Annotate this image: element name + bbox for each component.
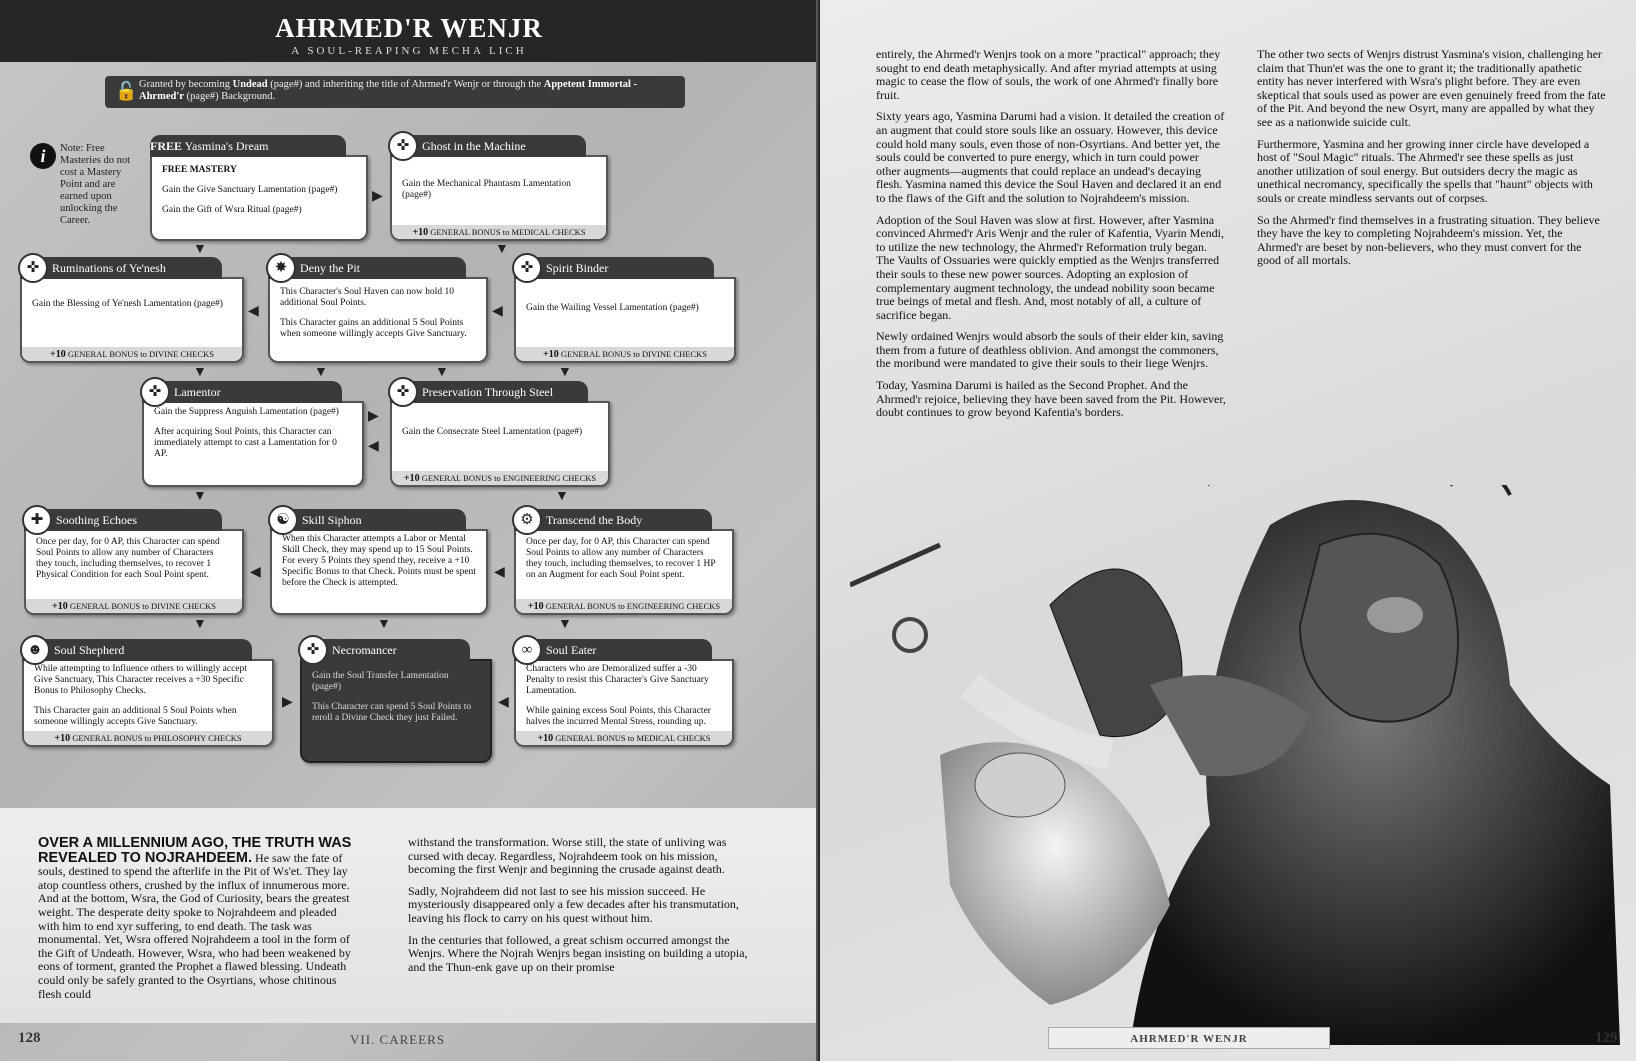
arrow-down-icon: ▼ xyxy=(314,365,328,380)
gear-icon: ⚙ xyxy=(512,505,542,535)
lamentation-icon: ✜ xyxy=(388,377,418,407)
card-spirit-binder[interactable]: ✜ Spirit Binder Gain the Wailing Vessel Lamentation (page#) +10 GENERAL BONUS to DIVINE CHECKS xyxy=(514,277,736,363)
page-subtitle: A SOUL-REAPING MECHA LICH xyxy=(291,45,527,57)
body-column-2: withstand the transformation. Worse still, the state of unliving was cursed with decay. Regardless, Nojrahdeem took on his mission, becoming the first Wenjr and beginning the crusade against death. Sadly, Nojrahdeem did not last to see his mission succeed. He mysteriously disappeared only a few decades after his transmutation, leaving his flock to carry on his quest without him. In the centuries that followed, a great schism occurred amongst the Wenjrs. Where the Nojrah Wenjrs began insisting on building a utopia, and the Thun-enk gave up on their promise xyxy=(408,835,748,974)
card-title: Necromancer xyxy=(300,639,470,661)
body-column-1: OVER A MILLENNIUM AGO, THE TRUTH WAS REVEALED TO NOJRAHDEEM. He saw the fate of souls, destined to spend the afterlife in the Pit of Ws'et. They lay atop countless others, crushed by the influx of innumerous more. And at the bottom, Wsra, the God of Curiosity, bears the greatest weight. The desperate deity spoke to Nojrahdeem and pleaded with him to end xyr suffering, to end death. The task was monumental. Yet, Wsra offered Nojrahdeem a tool in the form of the Gift of Undeath. However, Wsra, who had been weakened by eons of torment, granted the Prophet a flawed blessing. Undeath could only be safely granted to the Osyrtians, whose chitinous flesh could xyxy=(38,835,352,1001)
arrow-left-icon: ◀ xyxy=(498,695,509,710)
card-title: Transcend the Body xyxy=(514,509,712,531)
title-banner xyxy=(0,0,818,62)
arrow-right-icon: ▶ xyxy=(282,695,293,710)
arrow-left-icon: ◀ xyxy=(494,565,505,580)
card-title: Ruminations of Ye'nesh xyxy=(20,257,222,279)
lamentation-icon: ✜ xyxy=(512,253,542,283)
arrow-down-icon: ▼ xyxy=(193,489,207,504)
plus-icon: ✚ xyxy=(22,505,52,535)
arrow-right-icon: ▶ xyxy=(372,189,383,204)
arrow-down-icon: ▼ xyxy=(193,365,207,380)
arrow-right-icon: ▶ xyxy=(368,409,379,424)
page-number: 129 xyxy=(1595,1030,1618,1046)
note-box xyxy=(30,143,134,227)
card-skill-siphon[interactable]: ☯ Skill Siphon When this Character attempts a Labor or Mental Skill Check, they may spend up to 15 Soul Points. For every 5 Points they spend they, receive a +10 Specific Bonus to that Check. Points must be spent before the Check is attempted. xyxy=(270,529,488,615)
card-title: Deny the Pit xyxy=(268,257,466,279)
body-column-4: The other two sects of Wenjrs distrust Yasmina's vision, challenging her claim that Thun'et was the one to grant it; the traditionally apathetic entity has never interfered with Wsra's plight before. They are even skeptical that souls used as power are even genuinely freed from the fate of the Pit. And beyond the new Osyrt, many are appalled by what they see as a nationwide suicide cult. Furthermore, Yasmina and her growing inner circle have developed a host of "Soul Magic" rituals. The Ahrmed'r see these spells as just another utilization of soul energy. But outsiders decry the magic as unethical necromancy, specifically the spells that "haunt" objects with souls or create mindless servants out of corpses. So the Ahrmed'r find themselves in a frustrating situation. They believe they have the key to completing Nojrahdeem's mission. Yet, the Ahrmed'r are beset by non-believers, who they must convert for the good of all mortals. xyxy=(1257,47,1606,268)
card-title: Soothing Echoes xyxy=(24,509,222,531)
arrow-down-icon: ▼ xyxy=(495,242,509,257)
lamentation-icon: ✜ xyxy=(388,131,418,161)
mecha-lich-illustration xyxy=(850,485,1620,1045)
arrow-down-icon: ▼ xyxy=(193,242,207,257)
page-footer-title: AHRMED'R WENJR xyxy=(1048,1027,1330,1049)
star-burst-icon: ✸ xyxy=(266,253,296,283)
card-lamentor[interactable]: ✜ Lamentor Gain the Suppress Anguish Lamentation (page#) After acquiring Soul Points, this Character can immediately attempt to cast a Lamentation for 0 AP. xyxy=(142,401,364,487)
card-ruminations-of-yenesh[interactable]: ✜ Ruminations of Ye'nesh Gain the Blessing of Ye'nesh Lamentation (page#) +10 GENERAL BONUS to DIVINE CHECKS xyxy=(20,277,244,363)
arrow-down-icon: ▼ xyxy=(558,617,572,632)
card-transcend-the-body[interactable]: ⚙ Transcend the Body Once per day, for 0 AP, this Character can spend Soul Points to allow any number of Characters they touch, including themselves, to recover 1 HP on an Augment for each Soul Point spent. +10 GENERAL BONUS to ENGINEERING CHECKS xyxy=(514,529,734,615)
card-preservation-through-steel[interactable]: ✜ Preservation Through Steel Gain the Consecrate Steel Lamentation (page#) +10 GENERAL BONUS to ENGINEERING CHECKS xyxy=(390,401,610,487)
card-title: Skill Siphon xyxy=(270,509,466,531)
infinity-icon: ∞ xyxy=(512,635,542,665)
lamentation-icon: ✜ xyxy=(140,377,170,407)
page-title: AHRMED'R WENJR xyxy=(275,13,543,43)
lead-heading: OVER A MILLENNIUM AGO, THE TRUTH WAS REVEALED TO NOJRAHDEEM. xyxy=(38,835,352,866)
card-title: Soul Eater xyxy=(514,639,712,661)
chapter-label: VII. CAREERS xyxy=(350,1032,446,1047)
arrow-down-icon: ▼ xyxy=(193,617,207,632)
arrow-down-icon: ▼ xyxy=(558,365,572,380)
card-necromancer[interactable]: ✜ Necromancer Gain the Soul Transfer Lamentation (page#) This Character can spend 5 Soul Points to reroll a Divine Check they just Failed. xyxy=(300,659,492,763)
arrow-left-icon: ◀ xyxy=(492,304,503,319)
arrow-down-icon: ▼ xyxy=(377,617,391,632)
card-title: Yasmina's Dream xyxy=(184,139,269,153)
mask-icon: ☻ xyxy=(20,635,50,665)
card-title: Soul Shepherd xyxy=(22,639,252,661)
page-number: 128 xyxy=(18,1030,41,1046)
right-page xyxy=(820,0,1636,1061)
lamentation-icon: ✜ xyxy=(298,635,328,665)
card-title: Preservation Through Steel xyxy=(390,381,588,403)
card-title: Spirit Binder xyxy=(514,257,714,279)
unlock-icon: 🔓 xyxy=(115,81,138,101)
card-title: Lamentor xyxy=(142,381,342,403)
card-soul-eater[interactable]: ∞ Soul Eater Characters who are Demoralized suffer a -30 Penalty to resist this Character's Give Sanctuary Lamentation. While gaining excess Soul Points, this Character halves the incurred Mental Stress, rounding up. +10 GENERAL BONUS to MEDICAL CHECKS xyxy=(514,659,734,747)
card-soul-shepherd[interactable]: ☻ Soul Shepherd While attempting to Influence others to willingly accept Give Sanctuary, This Character receives a +30 Specific Bonus to Philosophy Checks. This Character gain an additional 5 Soul Points when someone willingly accepts Give Sanctuary. +10 GENERAL BONUS to PHILOSOPHY CHECKS xyxy=(22,659,274,747)
lamentation-icon: ✜ xyxy=(18,253,48,283)
card-title: Ghost in the Machine xyxy=(390,135,586,157)
arrow-left-icon: ◀ xyxy=(368,439,379,454)
card-yasminas-dream[interactable]: FREE Yasmina's Dream FREE MASTERY Gain the Give Sanctuary Lamentation (page#) Gain the Gift of Wsra Ritual (page#) xyxy=(150,155,368,241)
info-icon: i xyxy=(30,143,56,169)
card-deny-the-pit[interactable]: ✸ Deny the Pit This Character's Soul Haven can now hold 10 additional Soul Points. This Character gains an additional 5 Soul Points when someone willingly accepts Give Sanctuary. xyxy=(268,277,488,363)
arrow-down-icon: ▼ xyxy=(435,365,449,380)
swirl-icon: ☯ xyxy=(268,505,298,535)
free-tag: FREE xyxy=(150,139,183,153)
arrow-left-icon: ◀ xyxy=(248,304,259,319)
body-column-3: entirely, the Ahrmed'r Wenjrs took on a more "practical" approach; they sought to end death metaphysically. And after myriad attempts at using magic to cease the flow of souls, the work of one Ahrmed'r finally bore fruit. Sixty years ago, Yasmina Darumi had a vision. It detailed the creation of an augment that could store souls like an ossuary. However, this device could hold many souls, even those of non-Osyrtians. And better yet, the souls could be converted to pure energy, which in turn could power other augments—augments that could replace an undead's decaying flesh. Yasmina named this device the Soul Haven and declared it an end to the flaws of the Gift and the solution to Nojrahdeem's mission. Adoption of the Soul Haven was slow at first. However, after Yasmina convinced Ahrmed'r Aris Wenjr and the ruler of Kafentia, Vyarin Mendi, to utilize the new technology, the Ahrmed'r Reformation truly began. The Vaults of Ossuaries were quickly emptied as the Wenjrs transferred their souls to these new power sources. Adopting an explosion of complementary augment technology, the undead nobility soon became true beings of metal and flesh. And, most notably of all, a culture of sacrifice began. Newly ordained Wenjrs would absorb the souls of their elder kin, saving them from a future of deathless oblivion. And amongst the commoners, the moribund were mandated to give their souls to their liege Wenjrs. Today, Yasmina Darumi is hailed as the Second Prophet. And the Ahrmed'r rejoice, believing they have been saved from the Pit. However, doubt continues to grow beyond Kafentia's borders. xyxy=(876,47,1226,420)
grant-requirement: 🔓 Granted by becoming Undead (page#) and inheriting the title of Ahrmed'r Wenjr or through the Appetent Immortal - Ahrmed'r (page#) Background. xyxy=(105,76,685,108)
card-ghost-in-the-machine[interactable]: ✜ Ghost in the Machine Gain the Mechanical Phantasm Lamentation (page#) +10 GENERAL BONUS to MEDICAL CHECKS xyxy=(390,155,608,241)
note-text: Note: Free Masteries do not cost a Mastery Point and are earned upon unlocking the Career. xyxy=(60,143,130,226)
arrow-left-icon: ◀ xyxy=(250,565,261,580)
card-soothing-echoes[interactable]: ✚ Soothing Echoes Once per day, for 0 AP, this Character can spend Soul Points to allow any number of Characters they touch, including themselves, to recover 1 Physical Condition for each Soul Point spent. +10 GENERAL BONUS to DIVINE CHECKS xyxy=(24,529,244,615)
arrow-down-icon: ▼ xyxy=(555,489,569,504)
